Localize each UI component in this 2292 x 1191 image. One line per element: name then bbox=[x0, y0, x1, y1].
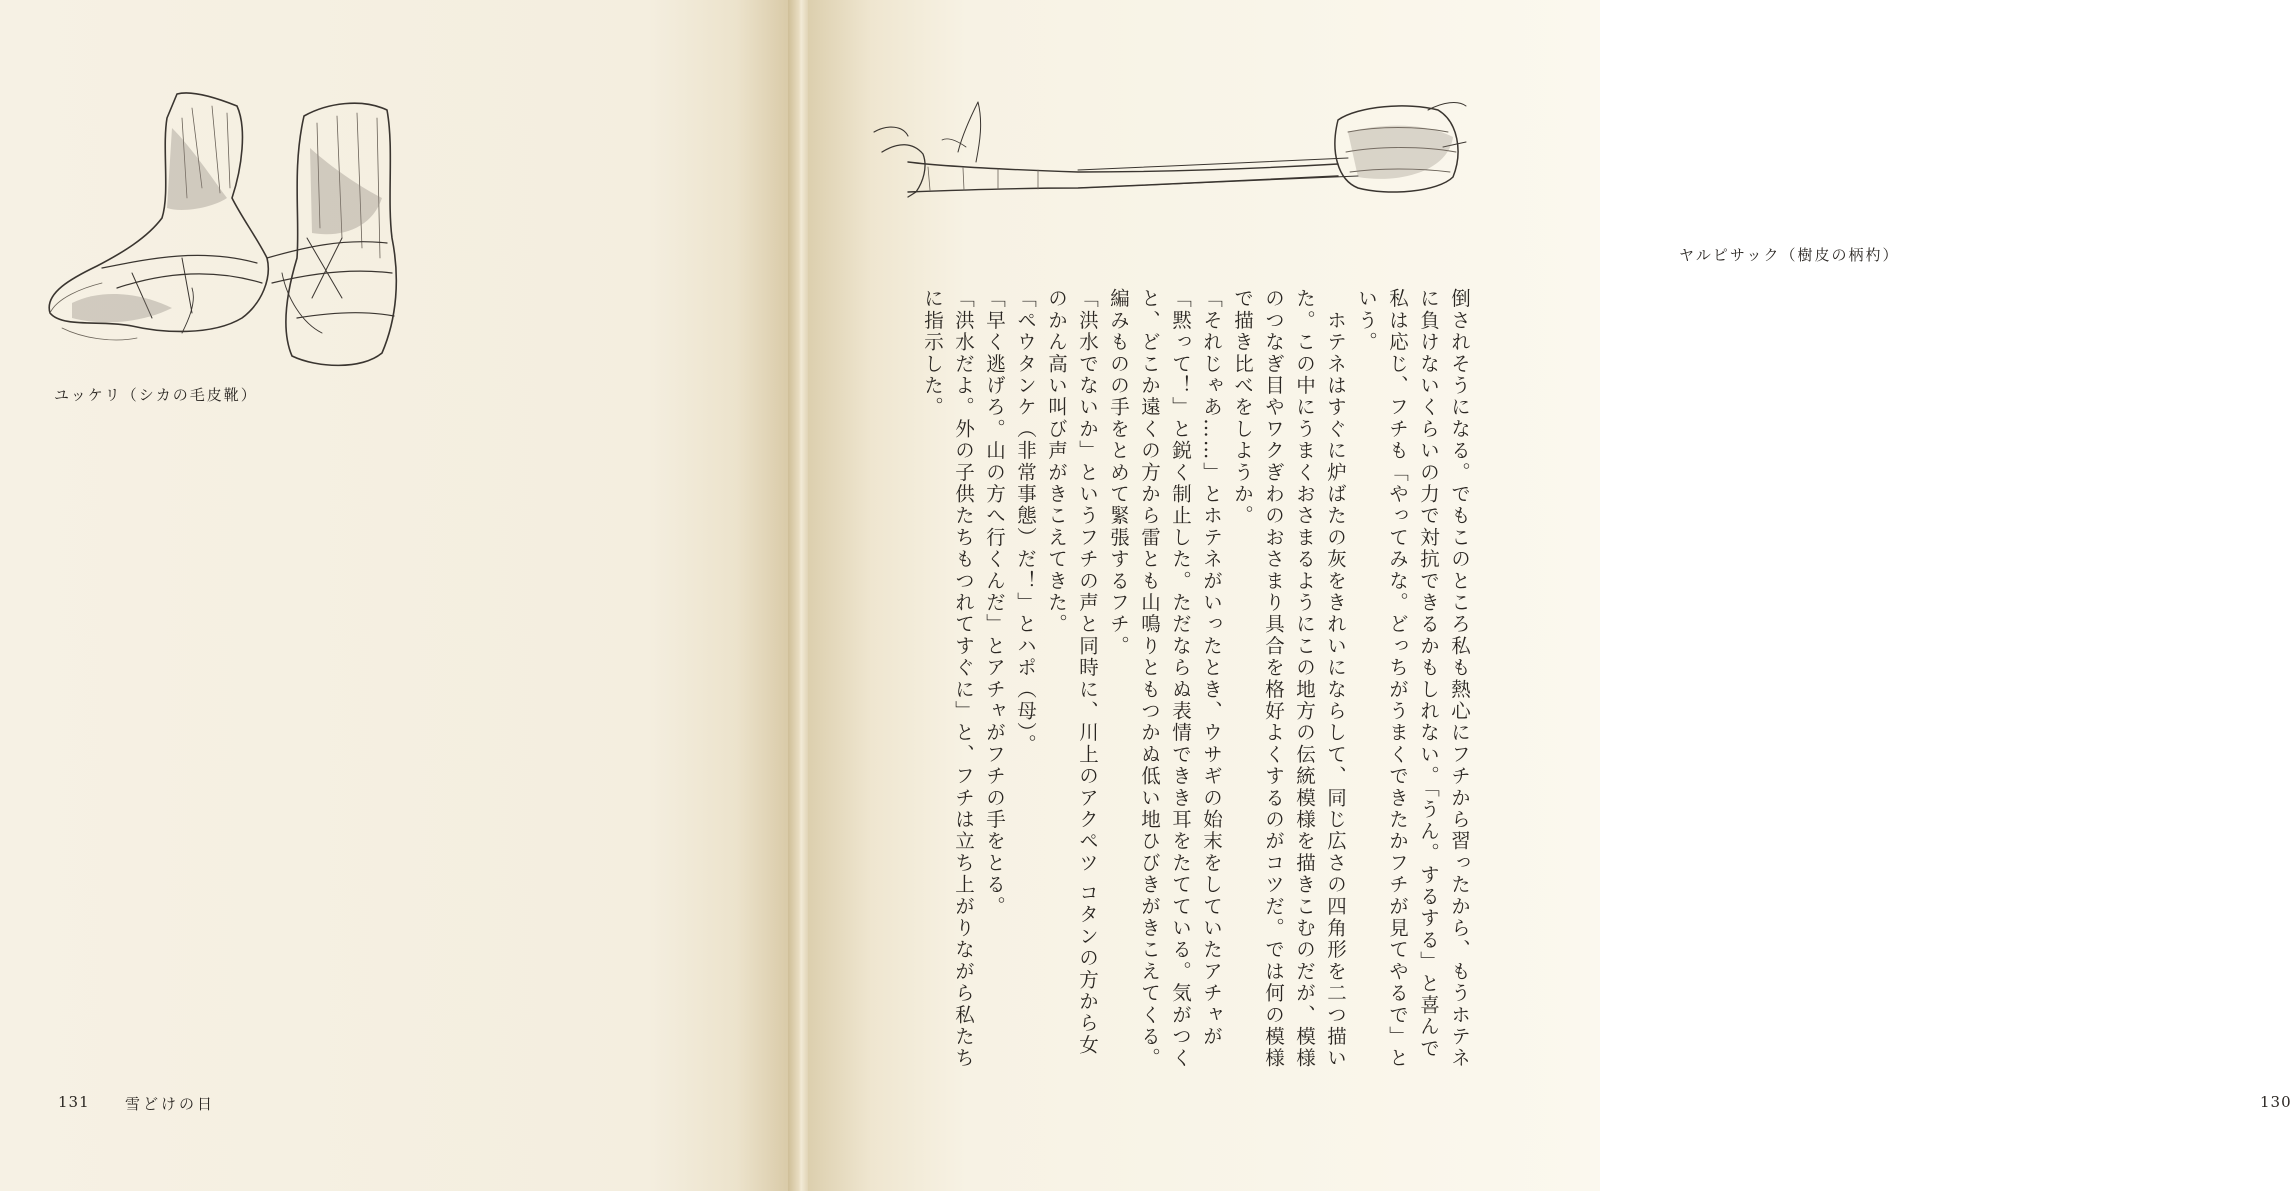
text-column: で描き比べをしようか。 bbox=[1231, 288, 1254, 527]
text-column: 「黙って！」と鋭く制止した。ただならぬ表情できき耳をたてている。気がつく bbox=[1169, 288, 1192, 1070]
ladle-figure-caption: ヤルピサック（樹皮の柄杓） bbox=[1679, 246, 1900, 264]
text-column: 「洪水だよ。外の子供たちもつれてすぐに」と、フチは立ち上がりながら私たち bbox=[952, 288, 975, 1070]
text-column: 「早く逃げろ。山の方へ行くんだ」とアチャがフチの手をとる。 bbox=[983, 288, 1006, 918]
boots-illustration bbox=[42, 88, 414, 373]
text-column: と、どこか遠くの方から雷とも山鳴りともつかぬ低い地ひびきがきこえてくる。 bbox=[1138, 288, 1161, 1070]
text-column: 「ペウタンケ（非常事態）だ！」とハポ（母）。 bbox=[1014, 288, 1037, 756]
text-column: に負けないくらいの力で対抗できるかもしれない。「うん。するする」と喜んで bbox=[1417, 288, 1440, 1060]
page-number-right: 130 bbox=[2260, 1093, 2292, 1111]
text-column: 「それじゃあ……」とホテネがいったとき、ウサギの始末をしていたアチャが bbox=[1200, 288, 1223, 1048]
left-page bbox=[0, 0, 792, 1191]
running-title: 雪どけの日 bbox=[125, 1095, 216, 1113]
right-page bbox=[808, 0, 2292, 1191]
text-column: 編みものの手をとめて緊張するフチ。 bbox=[1107, 288, 1130, 657]
right-page-body-text bbox=[917, 288, 1475, 1068]
page-number-left: 131 bbox=[58, 1093, 90, 1111]
text-column: た。この中にうまくおさまるようにこの地方の伝統模様を描きこむのだが、模様 bbox=[1293, 288, 1316, 1070]
text-column: のつなぎ目やワクぎわのおさまり具合を格好よくするのがコツだ。では何の模様 bbox=[1262, 288, 1285, 1070]
text-column: 倒されそうになる。でもこのところ私も熱心にフチから習ったから、もうホテネ bbox=[1448, 288, 1471, 1070]
text-column: いう。 bbox=[1355, 288, 1378, 354]
text-column: ホテネはすぐに炉ばたの灰をきれいにならして、同じ広さの四角形を二つ描い bbox=[1324, 288, 1347, 1070]
boots-figure-caption: ユッケリ（シカの毛皮靴） bbox=[54, 386, 258, 404]
ladle-illustration bbox=[868, 92, 1468, 227]
text-column: のかん高い叫び声がきこえてきた。 bbox=[1045, 288, 1068, 636]
text-column: に指示した。 bbox=[921, 288, 944, 419]
text-column: 私は応じ、フチも「やってみな。どっちがうまくできたかフチが見てやるで」と bbox=[1386, 288, 1409, 1070]
text-column: 「洪水でないか」というフチの声と同時に、川上のアクペツ コタンの方から女 bbox=[1076, 288, 1099, 1056]
